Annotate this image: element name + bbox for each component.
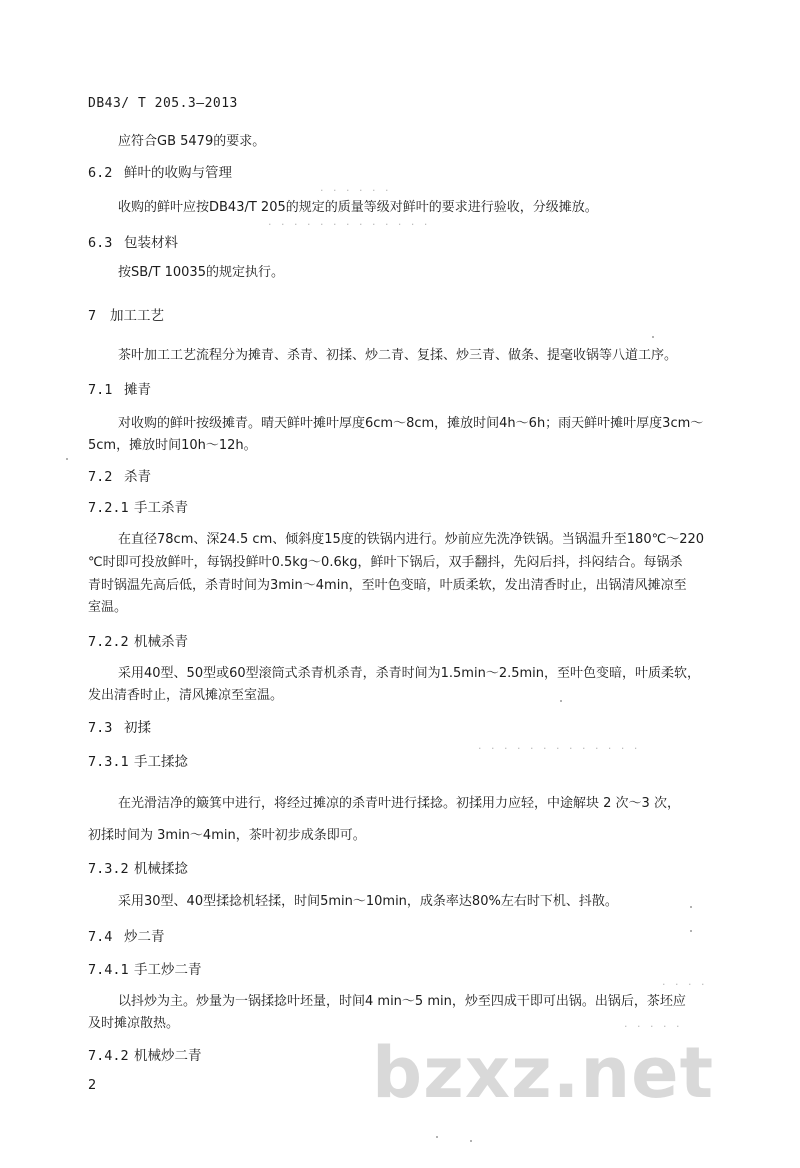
section-heading-7-4-2 (88, 1046, 202, 1066)
section-heading-6-2 (88, 163, 232, 183)
site-watermark: bzxz.net (372, 1032, 715, 1114)
paragraph-line: 按SB/T 10035的规定执行。 (118, 265, 284, 280)
section-title: 机械杀青 (134, 634, 188, 650)
page-number: 2 (88, 1078, 97, 1093)
scan-speck (652, 336, 654, 338)
section-title: 加工工艺 (110, 308, 164, 324)
paragraph-line: 应符合GB 5479的要求。 (118, 134, 266, 149)
section-title: 摊青 (124, 382, 151, 398)
paragraph-line: 以抖炒为主。炒量为一锅揉捻叶坯量，时间4 min～5 min，炒至四成干即可出锅。出锅后，茶坯应 (118, 994, 686, 1009)
scan-speck (690, 930, 692, 932)
section-number: 6.2 (88, 165, 113, 181)
scan-speck (470, 1140, 472, 1142)
section-heading-7-4 (88, 927, 165, 947)
section-number: 7.2 (88, 469, 113, 485)
section-title: 包装材料 (124, 235, 178, 251)
paragraph-line: 茶叶加工工艺流程分为摊青、杀青、初揉、炒二青、复揉、炒三青、做条、提毫收锅等八道工序。 (118, 348, 678, 363)
paragraph-line: 5cm，摊放时间10h～12h。 (88, 438, 257, 453)
section-heading-7-2-2 (88, 632, 188, 652)
scan-noise: · · · · · · · · · · · · · (268, 218, 431, 231)
section-heading-7 (88, 306, 164, 326)
section-number: 7.4 (88, 929, 113, 945)
paragraph-line: 采用30型、40型揉捻机轻揉，时间5min～10min，成条率达80%左右时下机、抖散。 (118, 894, 618, 909)
paragraph-line: 初揉时间为 3min～4min，茶叶初步成条即可。 (88, 828, 366, 843)
section-title: 炒二青 (124, 929, 165, 945)
section-number: 6.3 (88, 235, 113, 251)
paragraph-line: 在光滑洁净的簸箕中进行，将经过摊凉的杀青叶进行揉捻。初揉用力应轻，中途解块 2 次～3 次， (118, 796, 680, 811)
section-heading-7-4-1 (88, 960, 202, 980)
scan-noise: · · · · · · · · · · · · · (478, 742, 641, 755)
section-title: 机械揉捻 (134, 861, 188, 877)
section-title: 手工杀青 (134, 500, 188, 516)
section-number: 7.3 (88, 720, 113, 736)
scan-speck (690, 906, 692, 908)
section-heading-7-1 (88, 380, 151, 400)
standard-code: DB43/ T 205.3—2013 (88, 96, 238, 111)
section-number: 7 (88, 308, 97, 324)
scan-speck (560, 700, 562, 702)
paragraph-line: 收购的鲜叶应按DB43/T 205的规定的质量等级对鲜叶的要求进行验收，分级摊放。 (118, 200, 598, 215)
section-title: 手工揉捻 (134, 754, 188, 770)
section-number: 7.4.2 (88, 1048, 129, 1064)
section-number: 7.1 (88, 382, 113, 398)
scan-noise: · · · · · · (320, 184, 392, 197)
scan-speck (436, 1136, 438, 1138)
scan-noise: · · · · (662, 978, 708, 991)
section-title: 杀青 (124, 469, 151, 485)
section-number: 7.2.1 (88, 500, 129, 516)
section-number: 7.4.1 (88, 962, 129, 978)
section-heading-6-3 (88, 233, 178, 253)
paragraph-line: 在直径78cm、深24.5 cm、倾斜度15度的铁锅内进行。炒前应先洗净铁锅。当锅温升至180℃～220 (118, 532, 705, 547)
paragraph-line: ℃时即可投放鲜叶，每锅投鲜叶0.5kg～0.6kg，鲜叶下锅后，双手翻抖，先闷后抖，抖闷结合。每锅杀 (88, 555, 683, 570)
paragraph-line: 发出清香时止，清风摊凉至室温。 (88, 688, 284, 703)
paragraph-line: 室温。 (88, 600, 128, 615)
section-title: 手工炒二青 (134, 962, 202, 978)
scan-noise: · · · · · (624, 1020, 683, 1033)
paragraph-line: 对收购的鲜叶按级摊青。晴天鲜叶摊叶厚度6cm～8cm，摊放时间4h～6h；雨天鲜叶摊叶厚度3cm～ (118, 416, 704, 431)
section-title: 鲜叶的收购与管理 (124, 165, 232, 181)
paragraph-line: 及时摊凉散热。 (88, 1016, 180, 1031)
section-heading-7-3 (88, 718, 151, 738)
paragraph-line: 采用40型、50型或60型滚筒式杀青机杀青，杀青时间为1.5min～2.5min，至叶色变暗，叶质柔软， (118, 666, 701, 681)
section-heading-7-3-2 (88, 859, 188, 879)
section-title: 机械炒二青 (134, 1048, 202, 1064)
scan-speck (66, 458, 68, 460)
section-number: 7.3.2 (88, 861, 129, 877)
paragraph-line: 青时锅温先高后低，杀青时间为3min～4min，至叶色变暗，叶质柔软，发出清香时止，出锅清风摊凉至 (88, 578, 687, 593)
section-title: 初揉 (124, 720, 151, 736)
section-heading-7-3-1 (88, 752, 188, 772)
section-heading-7-2-1 (88, 498, 188, 518)
section-number: 7.2.2 (88, 634, 129, 650)
section-heading-7-2 (88, 467, 151, 487)
section-number: 7.3.1 (88, 754, 129, 770)
